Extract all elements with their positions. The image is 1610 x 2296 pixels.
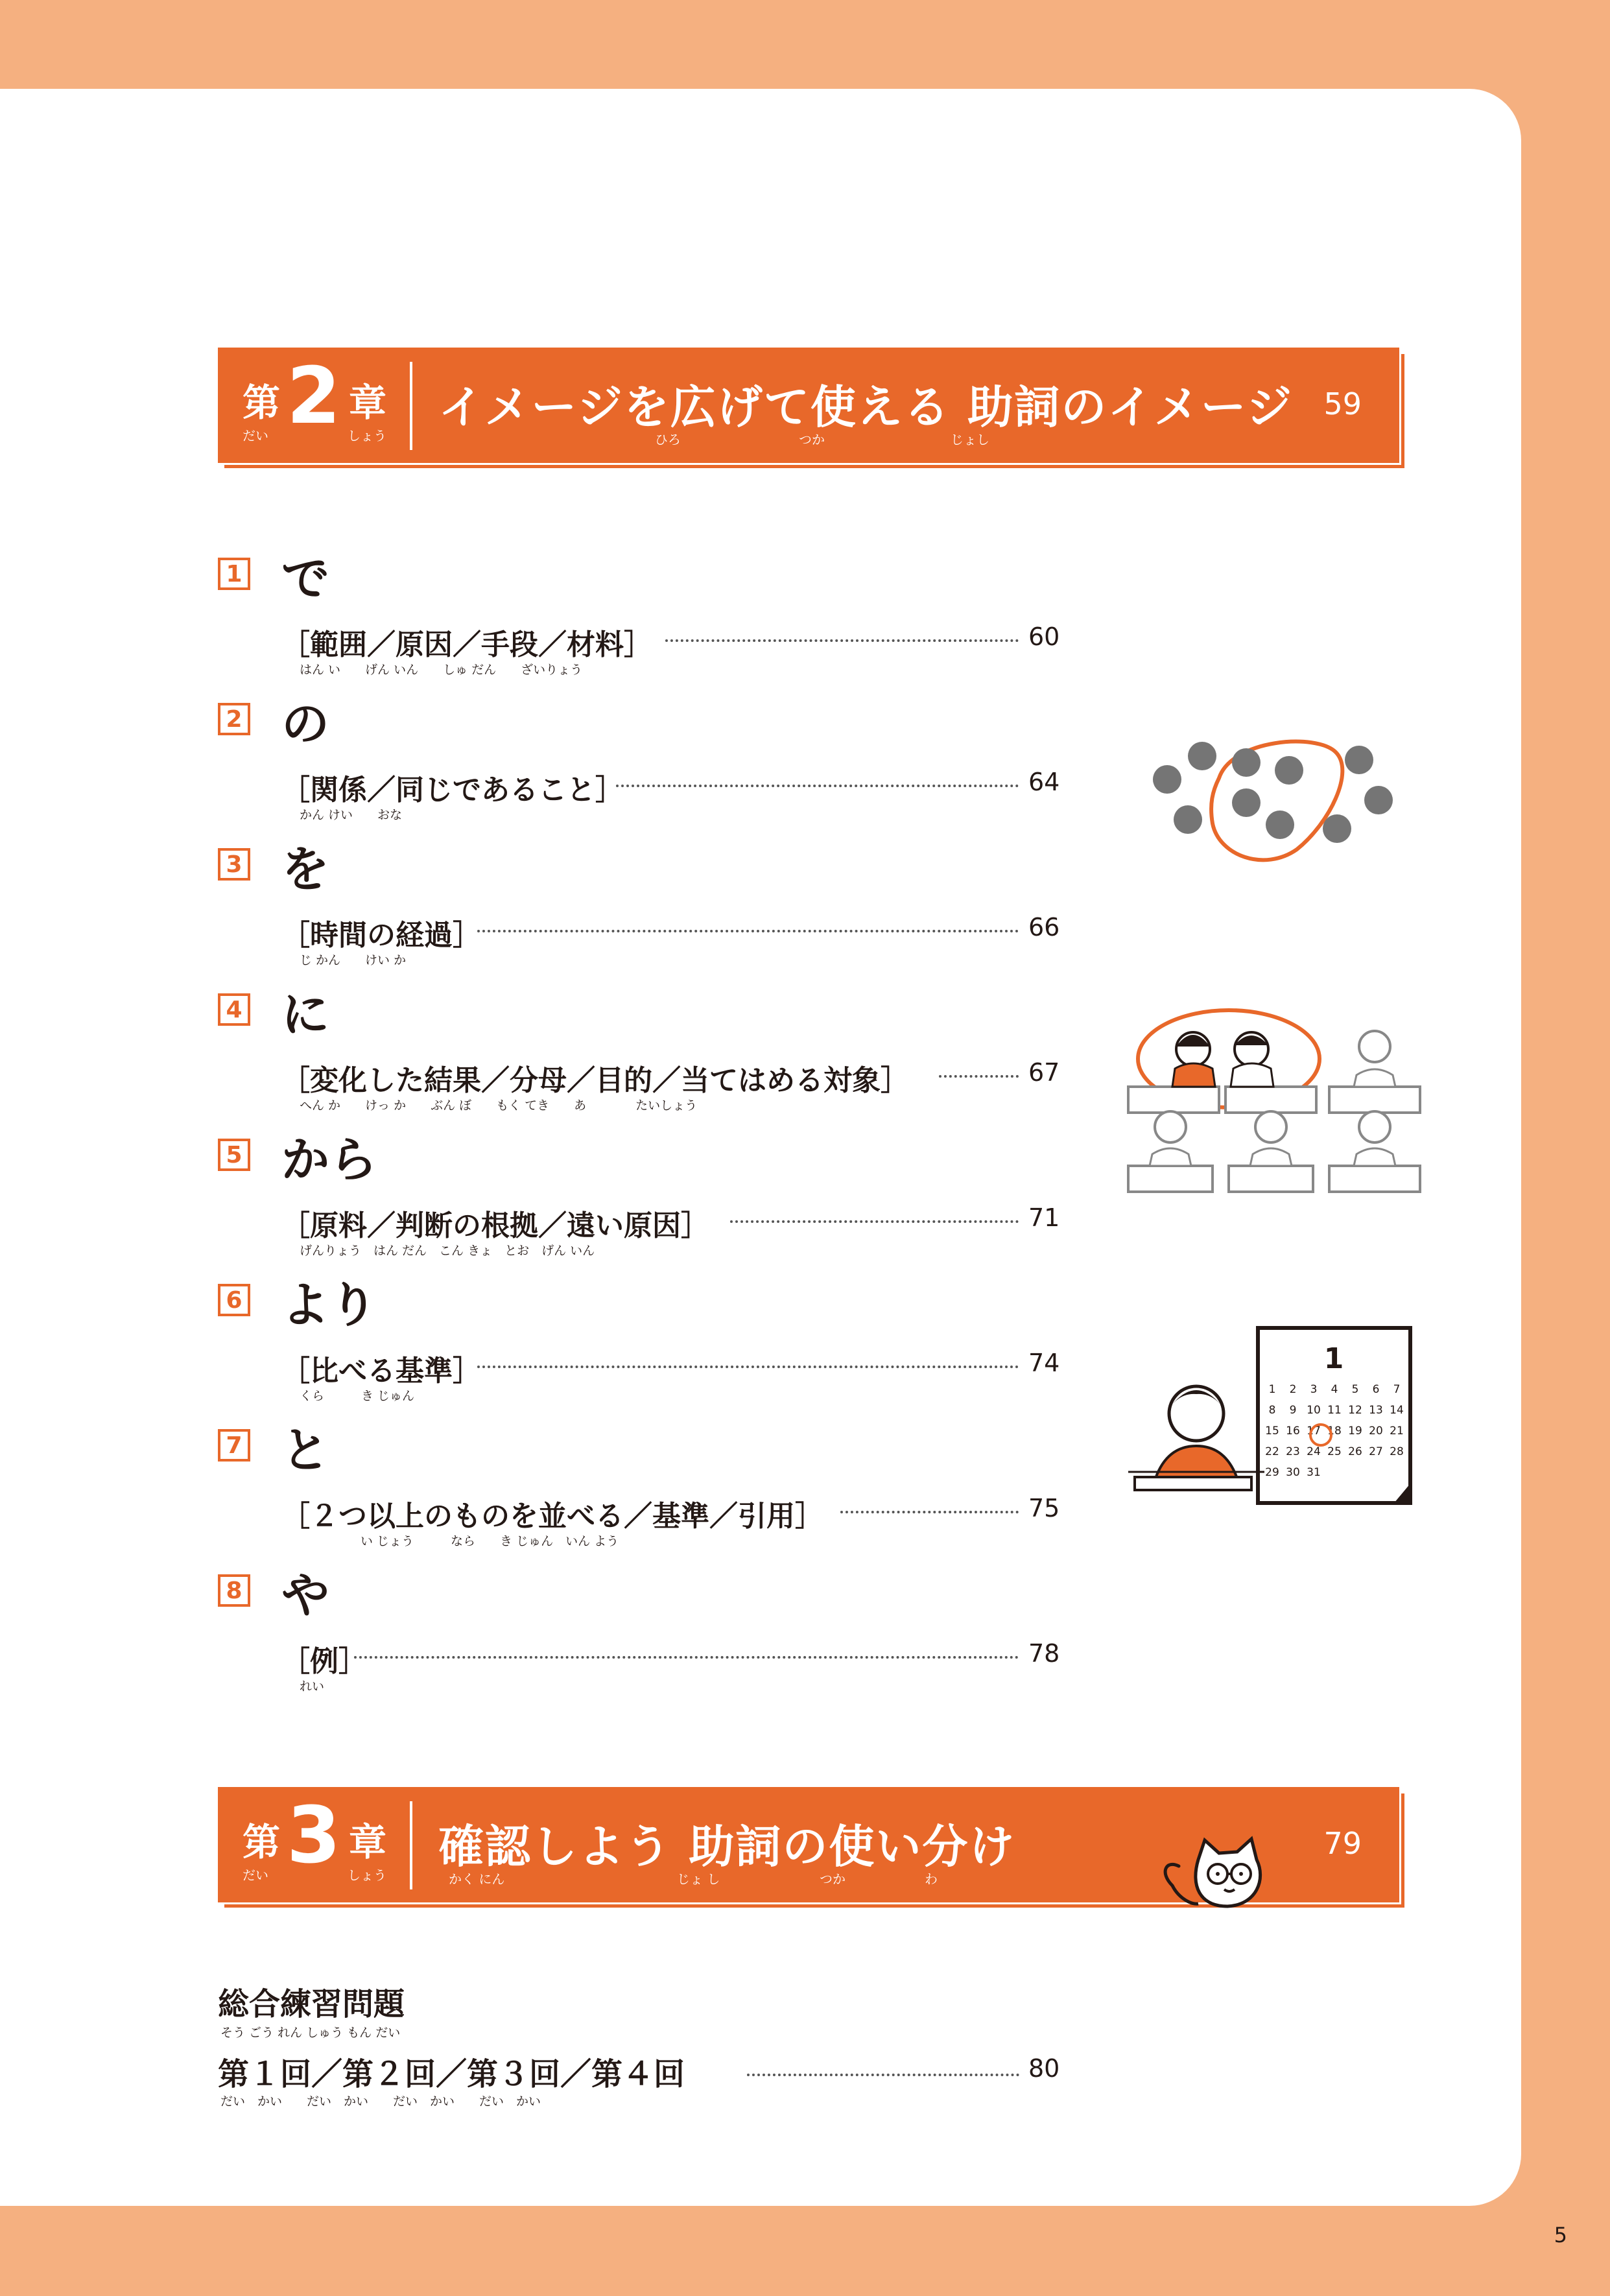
particle-heading: に [281,987,329,1043]
calendar-day: 4 [1331,1383,1338,1396]
chapter-title: イメージを広げて使える 助詞のイメージ [438,381,1294,434]
item-subtitle: ［比べる基準］ [281,1355,481,1388]
chapter-sho: 章 [349,381,387,425]
leader-dots [477,930,1019,932]
calendar-day: 21 [1390,1425,1404,1438]
calendar-day: 16 [1286,1425,1300,1438]
calendar-day: 28 [1390,1445,1404,1458]
calendar-day: 13 [1369,1404,1383,1417]
calendar-day: 26 [1348,1445,1362,1458]
chapter-page: 79 [1323,1826,1362,1861]
title-ruby: じょし [951,432,989,447]
calendar-day: 31 [1307,1466,1321,1479]
calendar-day: 17 [1307,1425,1321,1438]
toc-item[interactable] [218,835,1061,965]
calendar-day: 8 [1268,1404,1276,1417]
calendar-study-illustration [1122,1323,1433,1517]
particle-heading: と [281,1423,329,1478]
section-title-ruby: そう ごう れん しゅう もん だい [220,2026,401,2040]
item-ruby: じ かん けい か [300,953,407,967]
leader-dots [477,1366,1019,1368]
item-number-badge: 4 [218,993,250,1026]
calendar-day: 19 [1348,1425,1362,1438]
chapter-2-banner[interactable] [218,348,1399,463]
title-ruby: じょ し [677,1871,720,1887]
chapter-number: 2 [287,351,341,442]
item-ruby: かん けい おな [300,808,403,822]
leader-dots [354,1656,1019,1659]
title-ruby: つか [820,1871,846,1887]
item-number-badge: 5 [218,1139,250,1171]
cat-illustration [1159,1834,1283,1918]
item-page: 66 [1028,913,1060,941]
title-ruby: わ [925,1871,938,1887]
calendar-day: 10 [1307,1404,1321,1417]
toc-item[interactable] [218,1416,1061,1546]
calendar-day: 22 [1265,1445,1279,1458]
item-number-badge: 6 [218,1284,250,1316]
item-subtitle: ［例］ [281,1645,367,1678]
toc-item[interactable] [218,690,1061,820]
section-page: 80 [1028,2054,1060,2083]
particle-heading: や [281,1568,329,1624]
calendar-day: 2 [1289,1383,1297,1396]
calendar-day: 18 [1327,1425,1342,1438]
classroom-illustration [1122,1004,1433,1198]
calendar-day: 23 [1286,1445,1300,1458]
section-subtitle: 第１回／第２回／第３回／第４回 [218,2056,685,2092]
calendar-day: 6 [1372,1383,1380,1396]
calendar-day: 7 [1393,1383,1401,1396]
item-subtitle: ［時間の経過］ [281,919,481,952]
section-subtitle-ruby: だい かい だい かい だい かい だい かい [220,2094,541,2109]
calendar-day: 14 [1390,1404,1404,1417]
item-ruby: れい [300,1679,325,1694]
item-page: 71 [1028,1203,1060,1232]
calendar-day: 11 [1327,1404,1342,1417]
calendar-day: 25 [1327,1445,1342,1458]
title-ruby: つか [799,432,825,447]
chapter-page: 59 [1323,386,1362,421]
item-ruby: へん か けっ か ぶん ぼ もく てき あ たいしょう [300,1098,698,1113]
ruby-sho: しょう [348,1867,386,1883]
item-subtitle: ［原料／判断の根拠／遠い原因］ [281,1209,709,1242]
title-ruby: かく にん [449,1871,505,1887]
dots-grouping-illustration [1148,726,1407,875]
chapter-dai: 第 [243,381,281,425]
calendar-month: 1 [1323,1342,1344,1375]
leader-dots [840,1511,1019,1513]
item-number-badge: 1 [218,558,250,590]
calendar-day: 30 [1286,1466,1300,1479]
chapter-number: 3 [287,1791,341,1881]
item-page: 60 [1028,622,1060,651]
item-ruby: げんりょう はん だん こん きょ とお げん いん [300,1244,595,1258]
calendar-day: 9 [1289,1404,1297,1417]
toc-item[interactable] [218,980,1061,1113]
item-page: 64 [1028,768,1060,796]
toc-item[interactable] [218,1271,1061,1401]
item-subtitle: ［関係／同じであること］ [281,774,624,807]
calendar-day: 15 [1265,1425,1279,1438]
calendar-day: 5 [1351,1383,1359,1396]
item-number-badge: 7 [218,1429,250,1462]
calendar-day: 27 [1369,1445,1383,1458]
leader-dots [730,1220,1019,1223]
particle-heading: から [281,1132,377,1188]
toc-item[interactable] [218,545,1061,677]
ruby-dai: だい [243,1867,268,1883]
chapter-dai: 第 [243,1820,281,1864]
item-number-badge: 2 [218,703,250,735]
leader-dots [616,785,1019,787]
banner-divider [410,362,412,450]
toc-item[interactable] [218,1561,1061,1694]
item-number-badge: 3 [218,848,250,881]
particle-heading: より [281,1277,377,1333]
title-ruby: ひろ [655,432,681,447]
leader-dots [939,1075,1019,1078]
item-subtitle: ［変化した結果／分母／目的／当てはめる対象］ [281,1064,909,1097]
item-ruby: い じょう なら き じゅん いん よう [361,1534,619,1548]
calendar-day: 20 [1369,1425,1383,1438]
page-number: 5 [1554,2223,1567,2247]
item-page: 67 [1028,1058,1060,1087]
banner-divider [410,1801,412,1889]
item-page: 75 [1028,1494,1060,1522]
calendar-day: 3 [1310,1383,1318,1396]
item-ruby: はん い げん いん しゅ だん ざいりょう [300,663,583,677]
calendar-day: 24 [1307,1445,1321,1458]
particle-heading: を [281,842,329,897]
section-title: 総合練習問題 [218,1986,405,2022]
leader-dots [665,639,1019,642]
calendar-day: 29 [1265,1466,1279,1479]
chapter-title: 確認しよう 助詞の使い分け [438,1820,1016,1873]
particle-heading: で [281,551,329,607]
particle-heading: の [281,696,329,752]
toc-item[interactable] [218,1126,1061,1258]
item-page: 74 [1028,1349,1060,1377]
chapter-sho: 章 [349,1820,387,1864]
item-subtitle: ［２つ以上のものを並べる／基準／引用］ [281,1500,823,1533]
ruby-sho: しょう [348,428,386,444]
item-number-badge: 8 [218,1574,250,1607]
item-subtitle: ［範囲／原因／手段／材料］ [281,628,652,661]
calendar-day: 1 [1268,1383,1276,1396]
item-page: 78 [1028,1639,1060,1668]
ruby-dai: だい [243,428,268,444]
item-ruby: くら き じゅん [300,1389,415,1403]
calendar-day: 12 [1348,1404,1362,1417]
leader-dots [747,2074,1019,2076]
